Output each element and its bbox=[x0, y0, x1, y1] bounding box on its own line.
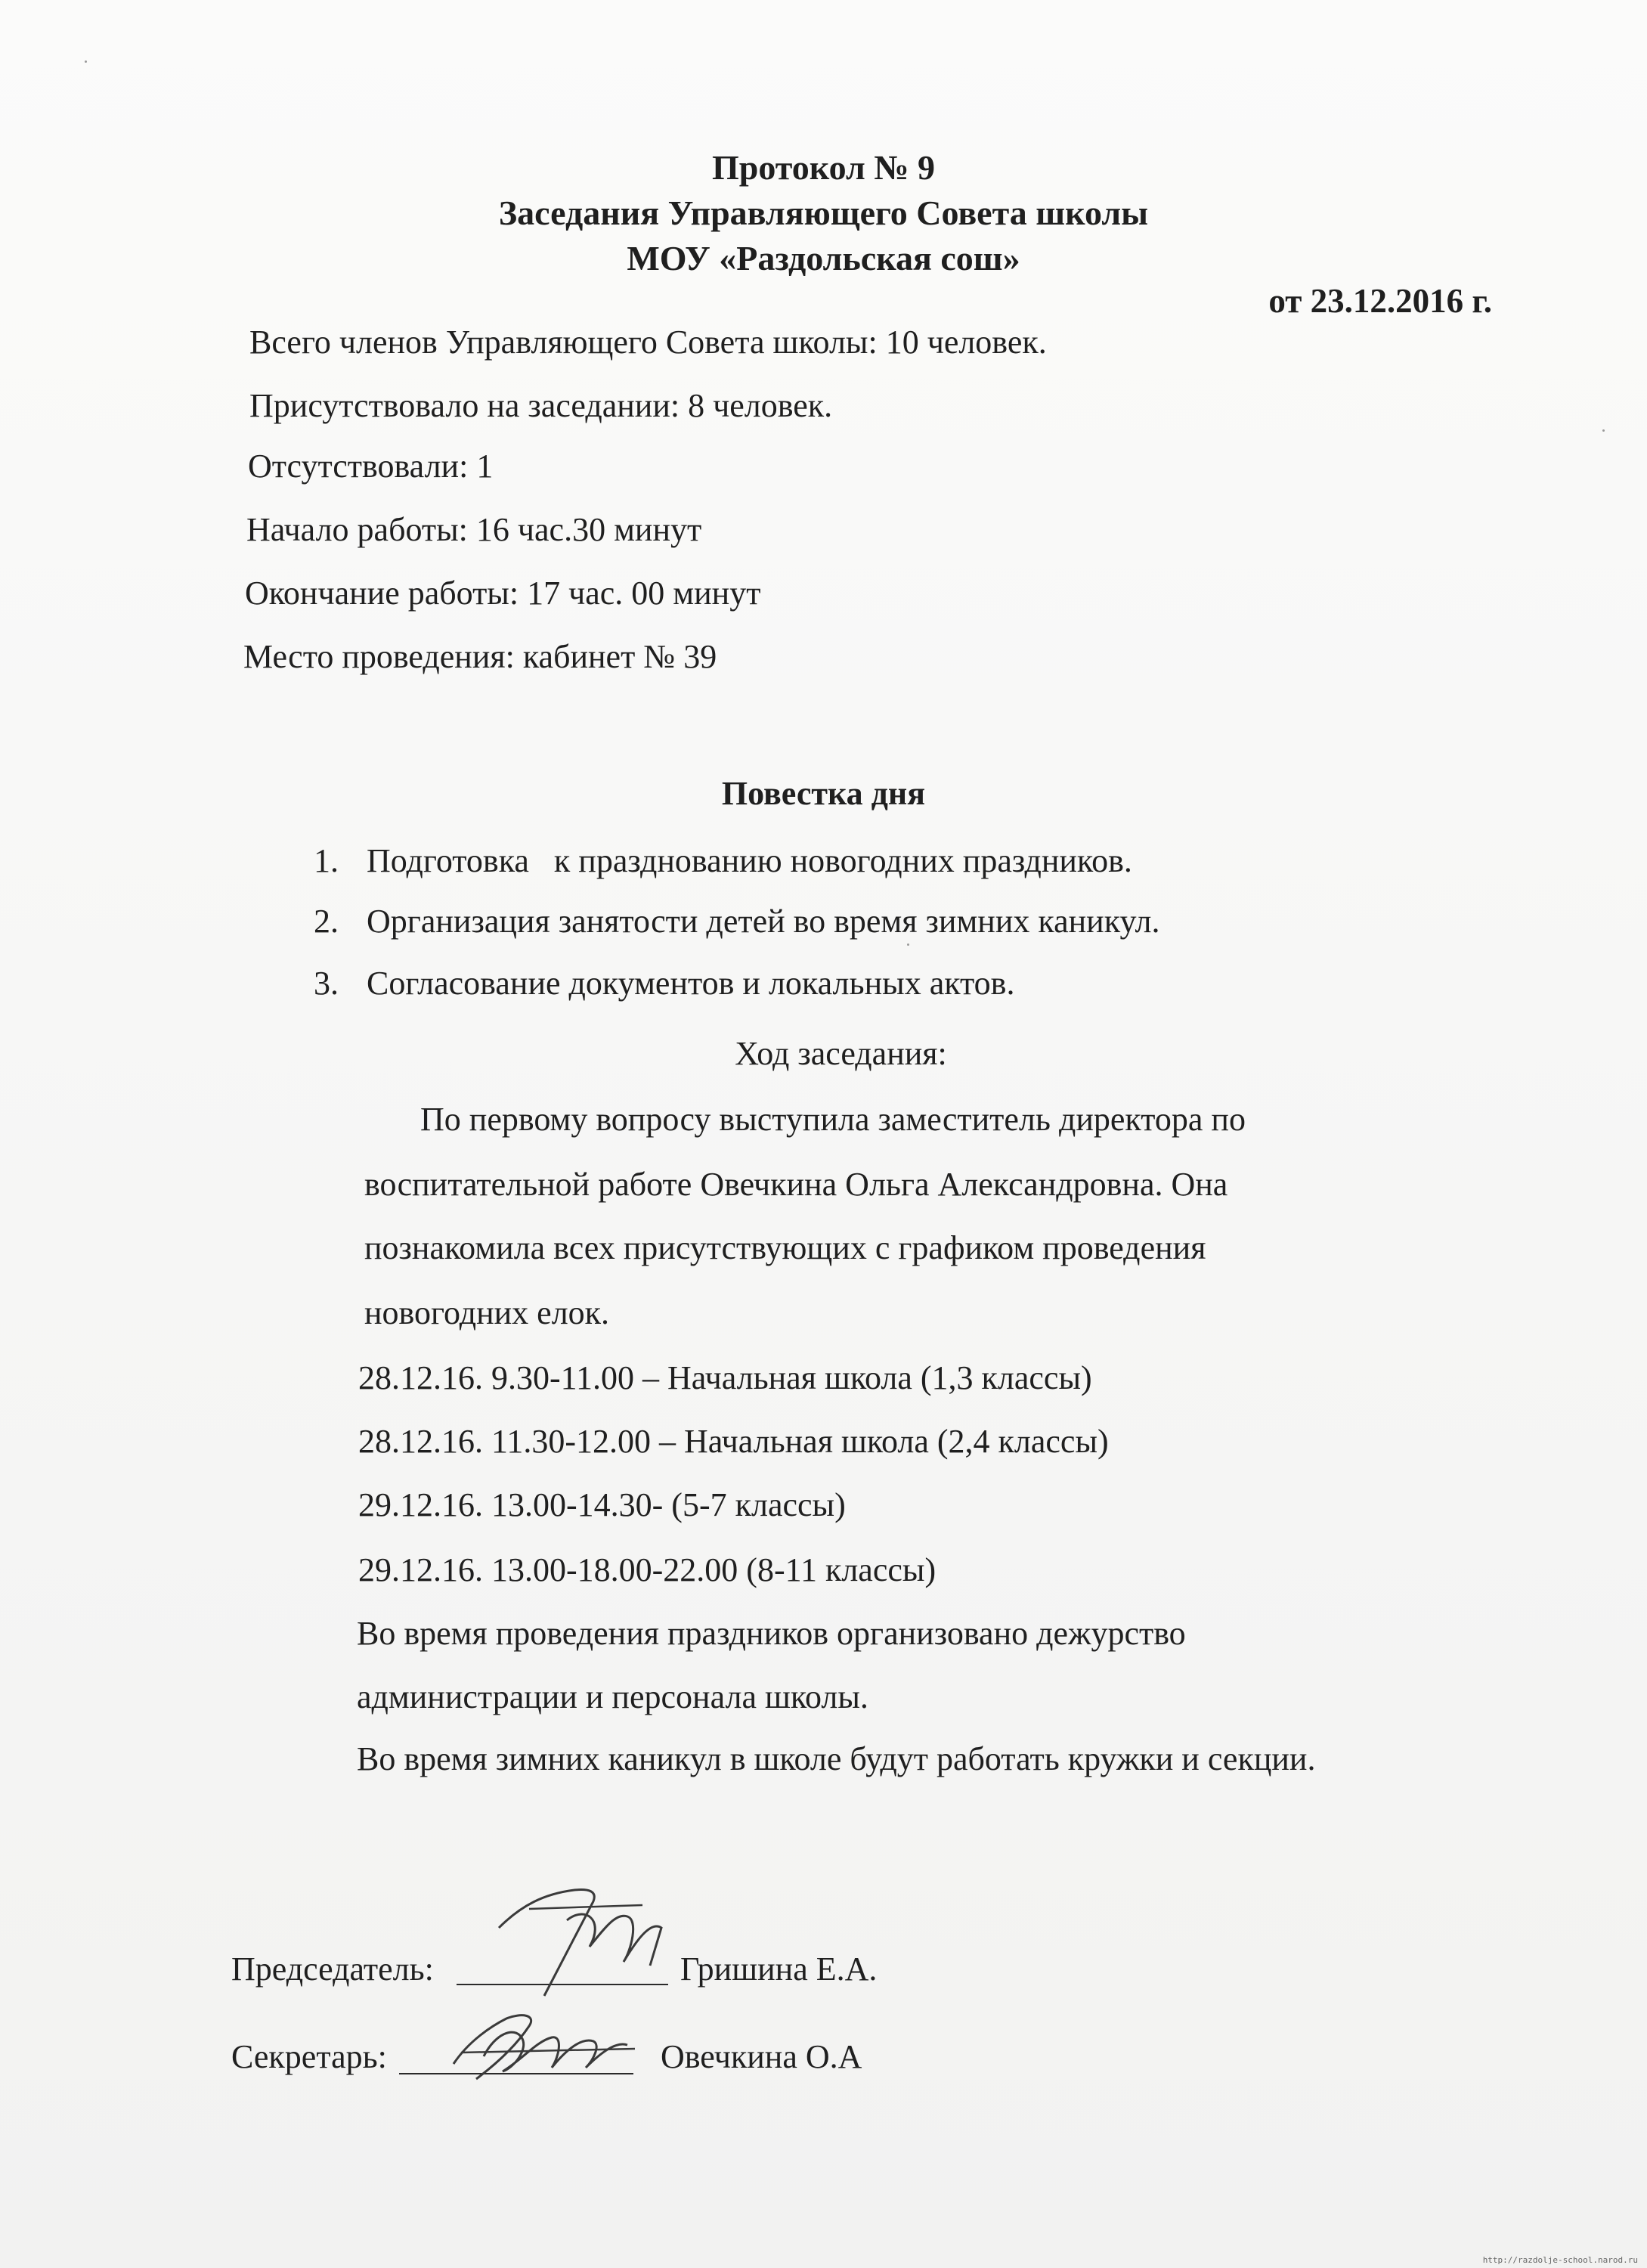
course-line: По первому вопросу выступила заместитель директора по bbox=[420, 1101, 1246, 1138]
agenda-item bbox=[314, 903, 1160, 940]
protocol-title: Протокол № 9 bbox=[711, 148, 936, 187]
scan-speck bbox=[85, 60, 87, 63]
agenda-item-text: Подготовка к празднованию новогодних праздников. bbox=[367, 842, 1132, 879]
secretary-name: Овечкина О.А bbox=[661, 2038, 862, 2075]
course-title: Ход заседания: bbox=[735, 1035, 947, 1072]
meeting-place: Место проведения: кабинет № 39 bbox=[243, 638, 717, 675]
total-members: Всего членов Управляющего Совета школы: 10 человек. bbox=[249, 324, 1047, 361]
duty-line: Во время проведения праздников организовано дежурство bbox=[357, 1615, 1186, 1652]
duty-line: администрации и персонала школы. bbox=[357, 1678, 868, 1715]
agenda-item bbox=[314, 842, 1132, 880]
council-title: Заседания Управляющего Совета школы bbox=[498, 194, 1149, 232]
chair-signature bbox=[454, 1875, 695, 2003]
agenda-item-text: Организация занятости детей во время зимних каникул. bbox=[367, 903, 1160, 940]
present-count: Присутствовало на заседании: 8 человек. bbox=[249, 387, 833, 424]
schedule-item: 29.12.16. 13.00-18.00-22.00 (8-11 классы) bbox=[358, 1551, 936, 1588]
end-time: Окончание работы: 17 час. 00 минут bbox=[245, 575, 761, 612]
protocol-date: от 23.12.2016 г. bbox=[1268, 282, 1492, 320]
schedule-item: 28.12.16. 11.30-12.00 – Начальная школа (2,4 классы) bbox=[358, 1423, 1109, 1460]
start-time: Начало работы: 16 час.30 минут bbox=[246, 511, 702, 548]
secretary-signature bbox=[423, 1996, 650, 2094]
course-line: воспитательной работе Овечкина Ольга Александровна. Она bbox=[364, 1166, 1228, 1203]
clubs-line: Во время зимних каникул в школе будут работать кружки и секции. bbox=[357, 1740, 1316, 1777]
agenda-item bbox=[314, 965, 1014, 1002]
course-line: познакомила всех присутствующих с графиком проведения bbox=[364, 1229, 1206, 1266]
schedule-item: 28.12.16. 9.30-11.00 – Начальная школа (1,3 классы) bbox=[358, 1359, 1092, 1396]
secretary-label: Секретарь: bbox=[231, 2038, 387, 2075]
scan-speck bbox=[907, 943, 909, 946]
school-title: МОУ «Раздольская сош» bbox=[627, 239, 1020, 277]
footer-watermark: http://razdolje-school.narod.ru bbox=[1482, 2255, 1638, 2265]
agenda-item-text: Согласование документов и локальных актов. bbox=[367, 965, 1015, 1002]
absent-count: Отсутствовали: 1 bbox=[248, 448, 494, 485]
agenda-item-number: 2. bbox=[314, 903, 339, 940]
agenda-item-number: 1. bbox=[314, 842, 339, 879]
chair-name: Гришина Е.А. bbox=[680, 1950, 878, 1988]
agenda-title: Повестка дня bbox=[721, 775, 926, 812]
scan-speck bbox=[1602, 429, 1605, 432]
course-line: новогодних елок. bbox=[364, 1294, 610, 1331]
schedule-item: 29.12.16. 13.00-14.30- (5-7 классы) bbox=[358, 1486, 846, 1523]
agenda-item-number: 3. bbox=[314, 965, 339, 1002]
chair-label: Председатель: bbox=[231, 1950, 434, 1988]
